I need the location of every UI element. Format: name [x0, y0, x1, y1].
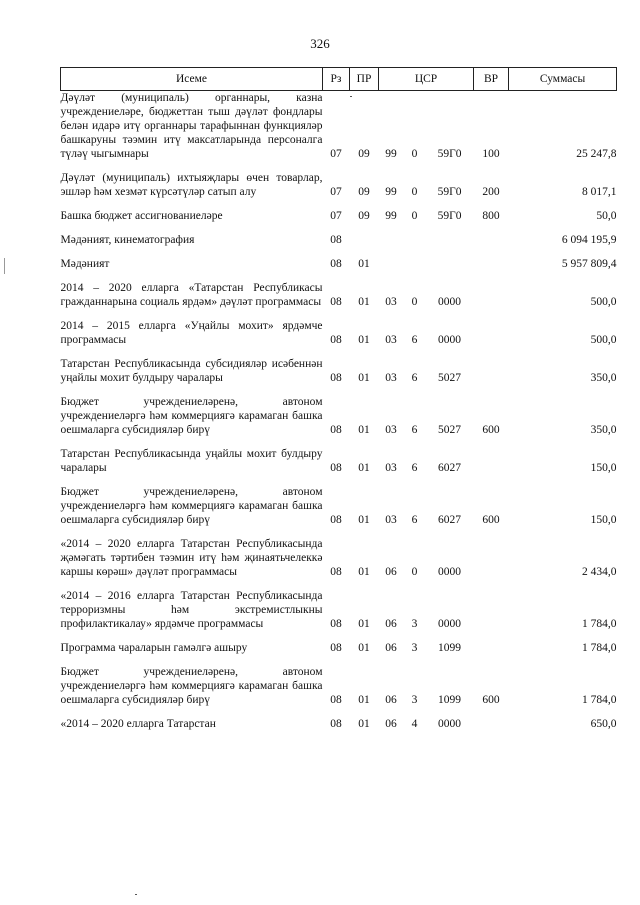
- table-row: [61, 659, 617, 711]
- row-rz: 08: [330, 718, 342, 730]
- row-rz: 08: [330, 514, 342, 526]
- scan-dot: [350, 96, 352, 97]
- row-csr-program: 99: [385, 148, 397, 160]
- header-rz: Рз: [323, 68, 350, 91]
- header-sum: Суммасы: [509, 68, 617, 91]
- row-vr: [474, 275, 509, 313]
- table-row: [61, 635, 617, 659]
- row-csr-code: 0000: [438, 566, 462, 578]
- row-name: Бюджет учреждениеләренә, автоном учреждениеләргә һәм коммерциягә карамаган башка оешмаларга субсидияләр бирү: [60, 396, 323, 436]
- row-vr: 600: [482, 424, 500, 436]
- row-name: Мәдәният, кинематография: [60, 234, 195, 246]
- row-csr-program: 06: [385, 618, 397, 630]
- row-csr-subprogram: 0: [411, 566, 418, 578]
- row-pr: 01: [358, 694, 370, 706]
- row-name: «2014 – 2020 елларга Татарстан Республикасында җәмәгать тәртибен тәэмин итү һәм җинаятьчелеккә каршы көрәш» дәүләт программасы: [60, 538, 323, 578]
- row-csr-subprogram: 0: [411, 296, 418, 308]
- row-pr: 01: [358, 334, 370, 346]
- row-csr-subprogram: 0: [411, 148, 418, 160]
- row-csr-subprogram: 6: [411, 514, 418, 526]
- table-row: [61, 441, 617, 479]
- table-row: [61, 275, 617, 313]
- row-name: Дәүләт (муниципаль) ихтыяҗлары өчен товарлар, эшләр һәм хезмәт күрсәтүләр сатып алу: [60, 172, 323, 198]
- row-sum: 50,0: [596, 210, 617, 222]
- row-name: Башка бюджет ассигнованиеләре: [60, 210, 223, 222]
- row-csr-subprogram: 6: [411, 334, 418, 346]
- row-csr-code: 0000: [438, 334, 462, 346]
- row-name: 2014 – 2015 елларга «Уңайлы мохит» ярдәмче программасы: [60, 320, 323, 346]
- row-csr-program: 03: [385, 462, 397, 474]
- row-rz: 08: [330, 566, 342, 578]
- row-vr: [474, 441, 509, 479]
- row-sum: 350,0: [590, 372, 617, 384]
- row-csr-code: 1099: [438, 694, 462, 706]
- row-rz: 08: [330, 296, 342, 308]
- row-sum: 5 957 809,4: [561, 258, 617, 270]
- row-rz: 08: [330, 424, 342, 436]
- row-csr-code: 6027: [438, 462, 462, 474]
- row-pr: 01: [358, 618, 370, 630]
- row-sum: 8 017,1: [582, 186, 617, 198]
- row-csr-program: 06: [385, 642, 397, 654]
- row-name: 2014 – 2020 елларга «Татарстан Республикасы гражданнарына социаль ярдәм» дәүләт программасы: [60, 282, 323, 308]
- row-name: Бюджет учреждениеләренә, автоном учреждениеләргә һәм коммерциягә карамаган башка оешмаларга субсидияләр бирү: [60, 666, 323, 706]
- row-sum: 500,0: [590, 334, 617, 346]
- table-row: [61, 251, 617, 275]
- row-vr: [474, 251, 509, 275]
- row-name: «2014 – 2020 елларга Татарстан: [60, 718, 216, 730]
- row-csr-subprogram: 3: [411, 694, 418, 706]
- row-rz: 08: [330, 234, 342, 246]
- row-csr-subprogram: [404, 251, 426, 275]
- row-csr-code: 0000: [438, 718, 462, 730]
- row-pr: [350, 227, 379, 251]
- row-csr-program: [379, 227, 404, 251]
- row-sum: 150,0: [590, 462, 617, 474]
- header-vr: ВР: [474, 68, 509, 91]
- row-vr: [474, 531, 509, 583]
- row-csr-program: 03: [385, 372, 397, 384]
- row-pr: 01: [358, 462, 370, 474]
- row-csr-program: 06: [385, 566, 397, 578]
- row-csr-subprogram: 4: [411, 718, 418, 730]
- row-pr: 01: [358, 258, 370, 270]
- row-sum: 650,0: [590, 718, 617, 730]
- row-csr-code: 1099: [438, 642, 462, 654]
- scan-dot: [135, 894, 137, 895]
- row-csr-program: 03: [385, 296, 397, 308]
- row-csr-code: 6027: [438, 514, 462, 526]
- header-name: Исеме: [61, 68, 323, 91]
- row-csr-subprogram: 6: [411, 372, 418, 384]
- row-sum: 500,0: [590, 296, 617, 308]
- row-csr-code: 5027: [438, 372, 462, 384]
- row-csr-subprogram: 0: [411, 210, 418, 222]
- row-csr-program: 03: [385, 334, 397, 346]
- row-vr: [474, 583, 509, 635]
- header-pr: ПР: [350, 68, 379, 91]
- row-rz: 08: [330, 618, 342, 630]
- row-name: Программа чараларын гамәлгә ашыру: [60, 642, 248, 654]
- row-name: Татарстан Республикасында уңайлы мохит булдыру чаралары: [60, 448, 323, 474]
- row-vr: 600: [482, 514, 500, 526]
- row-rz: 07: [330, 186, 342, 198]
- row-csr-program: 03: [385, 514, 397, 526]
- row-sum: 2 434,0: [582, 566, 617, 578]
- row-csr-subprogram: 6: [411, 424, 418, 436]
- row-rz: 07: [330, 148, 342, 160]
- row-pr: 09: [358, 186, 370, 198]
- page-number: 326: [310, 36, 330, 51]
- table-row: [61, 389, 617, 441]
- row-csr-code: 59Г0: [437, 186, 462, 198]
- row-csr-program: 03: [385, 424, 397, 436]
- table-header-row: [61, 68, 617, 91]
- row-name: Мәдәният: [60, 258, 110, 270]
- row-rz: 08: [330, 462, 342, 474]
- header-csr: ЦСР: [379, 68, 474, 91]
- row-vr: 600: [482, 694, 500, 706]
- row-rz: 07: [330, 210, 342, 222]
- row-rz: 08: [330, 258, 342, 270]
- row-csr-code: [426, 227, 474, 251]
- row-csr-program: 06: [385, 694, 397, 706]
- row-vr: [474, 313, 509, 351]
- table-row: [61, 711, 617, 735]
- table-row: [61, 165, 617, 203]
- row-vr: [474, 227, 509, 251]
- row-pr: 01: [358, 718, 370, 730]
- row-vr: 200: [482, 186, 500, 198]
- row-csr-code: [426, 251, 474, 275]
- row-vr: [474, 711, 509, 735]
- row-sum: 1 784,0: [582, 618, 617, 630]
- row-sum: 1 784,0: [582, 642, 617, 654]
- row-pr: 01: [358, 372, 370, 384]
- row-rz: 08: [330, 372, 342, 384]
- row-csr-code: 0000: [438, 296, 462, 308]
- row-pr: 01: [358, 642, 370, 654]
- row-csr-program: 99: [385, 210, 397, 222]
- row-pr: 09: [358, 148, 370, 160]
- table-row: [61, 583, 617, 635]
- row-rz: 08: [330, 694, 342, 706]
- row-vr: [474, 351, 509, 389]
- row-name: Бюджет учреждениеләренә, автоном учреждениеләргә һәм коммерциягә карамаган башка оешмаларга субсидияләр бирү: [60, 486, 323, 526]
- row-csr-subprogram: [404, 227, 426, 251]
- row-csr-subprogram: 3: [411, 618, 418, 630]
- row-csr-subprogram: 6: [411, 462, 418, 474]
- budget-table: [60, 67, 617, 735]
- row-pr: 01: [358, 566, 370, 578]
- row-pr: 09: [358, 210, 370, 222]
- row-sum: 6 094 195,9: [561, 234, 617, 246]
- table-row: [61, 531, 617, 583]
- row-pr: 01: [358, 514, 370, 526]
- row-rz: 08: [330, 334, 342, 346]
- row-csr-code: 0000: [438, 618, 462, 630]
- row-csr-program: [379, 251, 404, 275]
- scan-artifact: [4, 258, 5, 274]
- row-csr-program: 06: [385, 718, 397, 730]
- row-csr-subprogram: 0: [411, 186, 418, 198]
- table-row: [61, 351, 617, 389]
- table-row: [61, 313, 617, 351]
- row-sum: 1 784,0: [582, 694, 617, 706]
- row-vr: [474, 635, 509, 659]
- row-csr-program: 99: [385, 186, 397, 198]
- row-csr-code: 5027: [438, 424, 462, 436]
- row-vr: 800: [482, 210, 500, 222]
- table-row: [61, 91, 617, 166]
- row-sum: 350,0: [590, 424, 617, 436]
- row-name: «2014 – 2016 елларга Татарстан Республикасында терроризмны һәм экстремистлыкны профилактикалау» ярдәмче программасы: [60, 590, 323, 630]
- row-pr: 01: [358, 296, 370, 308]
- row-rz: 08: [330, 642, 342, 654]
- row-csr-code: 59Г0: [437, 148, 462, 160]
- row-csr-code: 59Г0: [437, 210, 462, 222]
- table-body: [61, 91, 617, 736]
- table-row: [61, 479, 617, 531]
- row-name: Татарстан Республикасында субсидияләр исәбеннән уңайлы мохит булдыру чаралары: [60, 358, 323, 384]
- row-name: Дәүләт (муниципаль) органнары, казна учреждениеләре, бюджеттан тыш дәүләт фондлары белән идарә итү органнары тарафыннан функцияләр башкаруны тәэмин итү максатларында персоналга түләү чыгымнары: [60, 92, 323, 160]
- row-sum: 150,0: [590, 514, 617, 526]
- table-row: [61, 203, 617, 227]
- row-vr: 100: [482, 148, 500, 160]
- row-sum: 25 247,8: [576, 148, 617, 160]
- table-row: [61, 227, 617, 251]
- row-pr: 01: [358, 424, 370, 436]
- row-csr-subprogram: 3: [411, 642, 418, 654]
